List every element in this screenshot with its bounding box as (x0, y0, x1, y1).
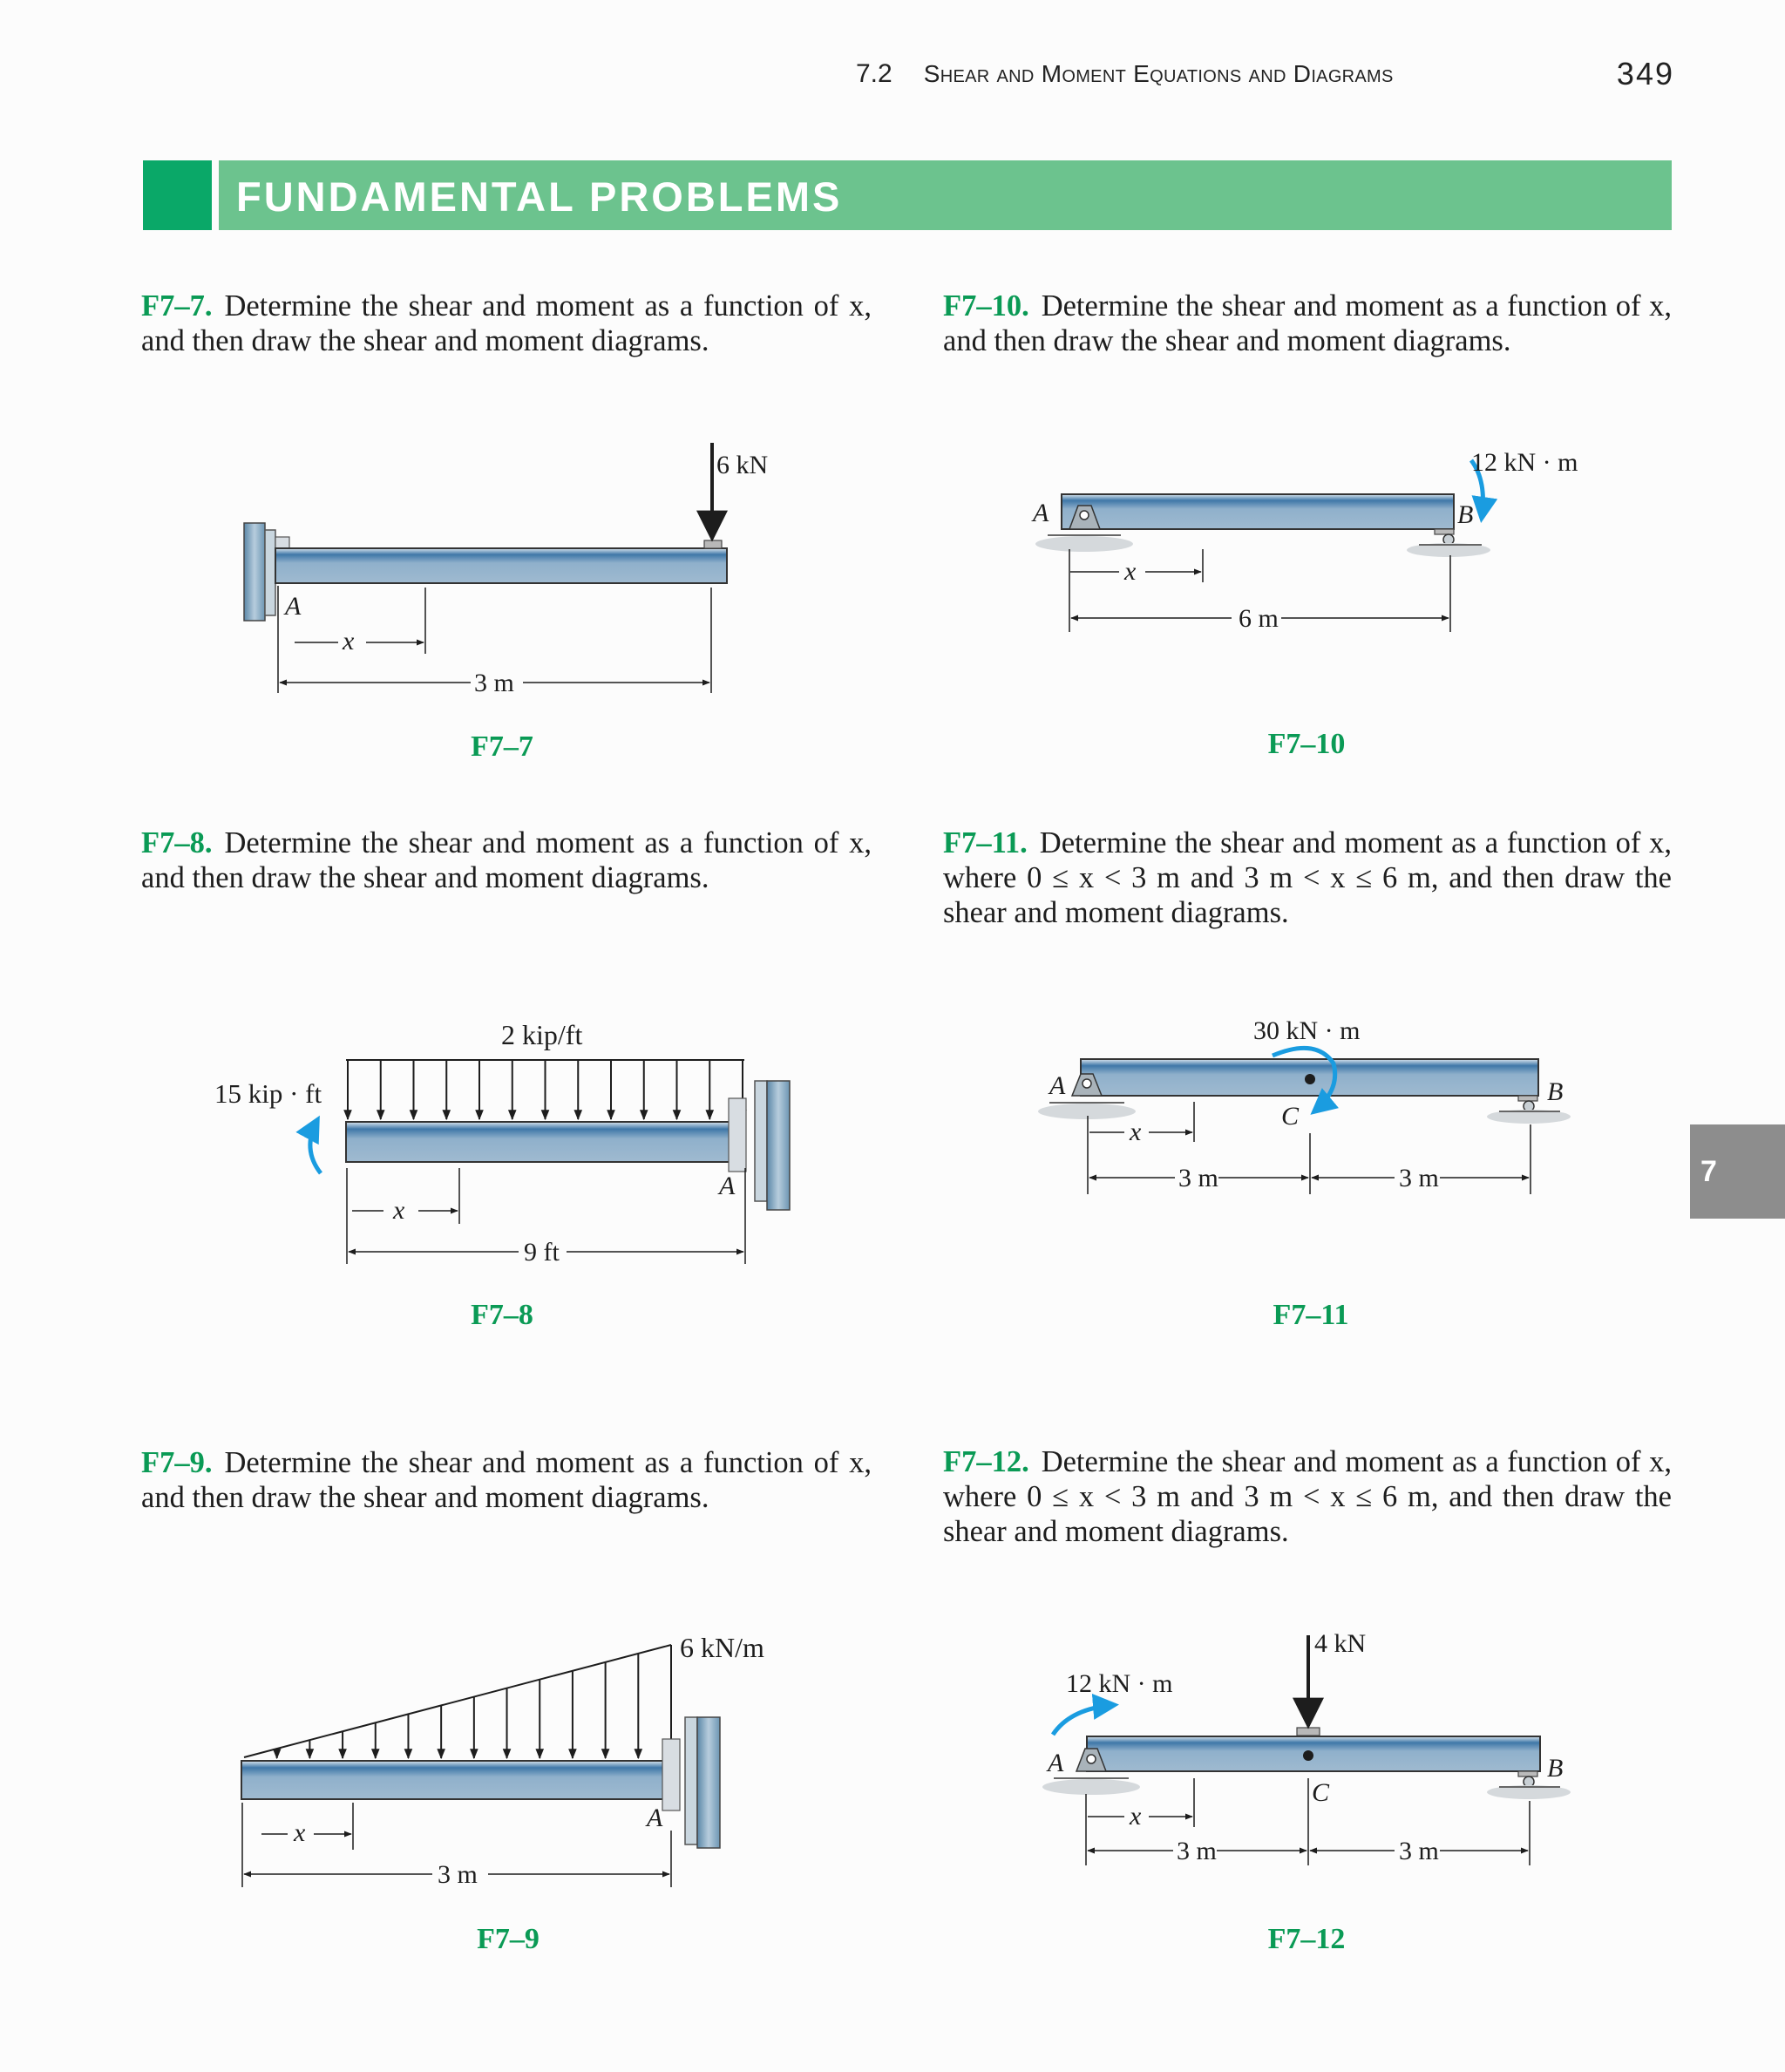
problem-text: Determine the shear and moment as a function of x, and then draw the shear and moment diagrams. (141, 289, 872, 357)
x-label: x (393, 1196, 405, 1225)
caption-f7-10: F7–10 (1267, 728, 1346, 760)
support-label: A (647, 1804, 663, 1832)
problem-number: F7–12. (943, 1445, 1029, 1478)
x-label: x (294, 1818, 306, 1847)
roller-plate-b (1518, 1771, 1537, 1776)
span2-label: 3 m (1399, 1837, 1439, 1865)
load-label: 6 kN (716, 451, 769, 479)
pin-icon (1087, 1755, 1096, 1763)
x-label: x (1124, 557, 1137, 586)
chapter-tab: 7 (1690, 1124, 1785, 1219)
caption-f7-7: F7–7 (471, 730, 533, 763)
banner-title: FUNDAMENTAL PROBLEMS (236, 173, 843, 220)
support-a-label: A (1049, 1071, 1066, 1100)
support-b-label: B (1457, 500, 1474, 529)
ground-a (1042, 1779, 1140, 1795)
support-b-label: B (1547, 1754, 1564, 1783)
problem-text: Determine the shear and moment as a function of x, where 0 ≤ x < 3 m and 3 m < x ≤ 6 m, and then draw the shear and moment diagrams. (943, 826, 1672, 929)
section-number: 7.2 (856, 59, 892, 88)
span1-label: 3 m (1177, 1837, 1217, 1865)
applied-moment-arrow (1053, 1705, 1114, 1735)
support-label: A (285, 592, 302, 621)
caption-f7-12: F7–12 (1267, 1923, 1346, 1955)
point-c-marker (1303, 1750, 1313, 1761)
moment-label: 30 kN · m (1253, 1016, 1361, 1045)
point-c-label: C (1281, 1102, 1300, 1131)
page-number: 349 (1616, 56, 1674, 92)
section-title: Shear and Moment Equations and Diagrams (923, 60, 1394, 87)
caption-f7-8: F7–8 (471, 1299, 533, 1331)
x-label: x (1130, 1118, 1142, 1146)
support-a-label: A (1048, 1749, 1064, 1777)
problem-number: F7–8. (141, 826, 213, 859)
span1-label: 3 m (1178, 1164, 1218, 1192)
span-label: 9 ft (524, 1238, 560, 1267)
support-label: A (719, 1172, 736, 1200)
load-pad (1297, 1728, 1320, 1736)
x-label: x (1130, 1802, 1142, 1831)
span-label: 3 m (474, 669, 514, 697)
span-label: 3 m (438, 1860, 478, 1889)
support-a-label: A (1033, 499, 1049, 527)
problem-text: Determine the shear and moment as a function of x, and then draw the shear and moment diagrams. (141, 1446, 872, 1514)
support-b-label: B (1547, 1077, 1564, 1106)
load-label: 2 kip/ft (501, 1019, 583, 1050)
moment-label: 15 kip · ft (214, 1078, 322, 1109)
problem-number: F7–10. (943, 289, 1029, 323)
problem-text: Determine the shear and moment as a function of x, and then draw the shear and moment diagrams. (943, 289, 1672, 357)
problem-text: Determine the shear and moment as a function of x, where 0 ≤ x < 3 m and 3 m < x ≤ 6 m, and then draw the shear and moment diagrams. (943, 1445, 1672, 1548)
beam (1087, 1736, 1540, 1771)
caption-f7-9: F7–9 (477, 1923, 540, 1955)
span2-label: 3 m (1399, 1164, 1439, 1192)
problem-number: F7–11. (943, 826, 1028, 859)
x-label: x (343, 627, 355, 656)
problem-text: Determine the shear and moment as a function of x, and then draw the shear and moment diagrams. (141, 826, 872, 894)
moment-label: 12 kN · m (1471, 448, 1578, 477)
load-label: 4 kN (1314, 1629, 1367, 1658)
problem-number: F7–9. (141, 1446, 213, 1479)
caption-f7-11: F7–11 (1273, 1299, 1349, 1331)
point-c-label: C (1312, 1778, 1330, 1807)
problem-number: F7–7. (141, 289, 213, 323)
moment-label: 12 kN · m (1066, 1669, 1173, 1698)
span-label: 6 m (1239, 604, 1279, 633)
load-label: 6 kN/m (680, 1632, 764, 1663)
